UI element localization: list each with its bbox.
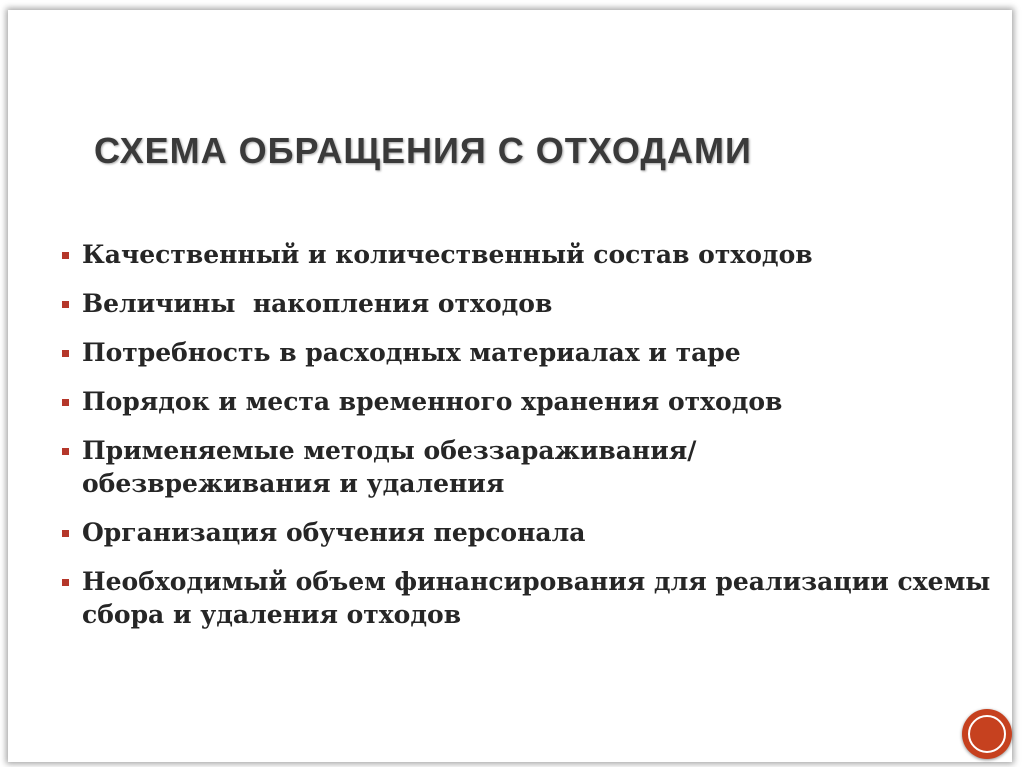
bullet-item	[62, 385, 1002, 418]
bullet-text: Потребность в расходных материалах и таре	[82, 338, 741, 367]
bullet-item	[62, 565, 1012, 631]
bullet-square-icon	[62, 252, 69, 259]
bullet-text: Необходимый объем финансирования для реализации схемы сбора и удаления отходов	[82, 567, 991, 629]
bullet-square-icon	[62, 530, 69, 537]
slide	[8, 10, 1012, 762]
bullet-text: Порядок и места временного хранения отходов	[82, 387, 783, 416]
bullet-text: Качественный и количественный состав отходов	[82, 240, 813, 269]
bullet-text: Применяемые методы обеззараживания/обезвреживания и удаления	[82, 436, 697, 498]
bullet-item	[62, 336, 1002, 369]
bullet-square-icon	[62, 350, 69, 357]
bullet-square-icon	[62, 448, 69, 455]
slide-title: СХЕМА ОБРАЩЕНИЯ С ОТХОДАМИ	[94, 130, 752, 171]
bullet-item	[62, 238, 1002, 271]
bullet-square-icon	[62, 399, 69, 406]
bullet-square-icon	[62, 579, 69, 586]
circle-nav-icon	[968, 715, 1006, 753]
bullet-list	[62, 238, 1002, 647]
bullet-item	[62, 287, 1002, 320]
bullet-item	[62, 434, 882, 500]
bullet-item	[62, 516, 1002, 549]
bullet-square-icon	[62, 301, 69, 308]
slide-nav-button[interactable]	[962, 709, 1012, 759]
bullet-text: Величины накопления отходов	[82, 289, 553, 318]
bullet-text: Организация обучения персонала	[82, 518, 586, 547]
